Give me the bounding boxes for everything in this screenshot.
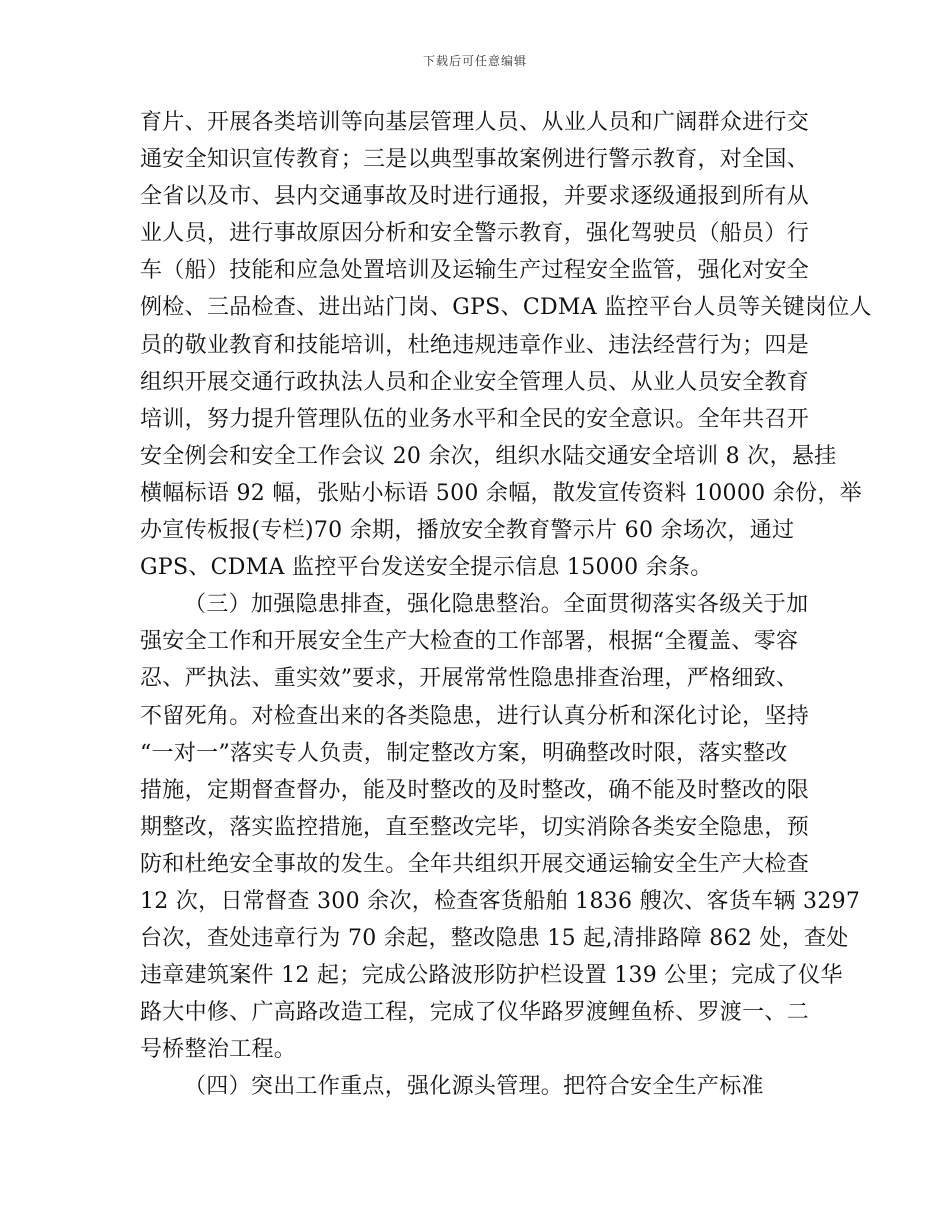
text-line: 安全例会和安全工作会议 20 余次，组织水陆交通安全培训 8 次，悬挂: [140, 443, 837, 469]
text-line: 办宣传板报(专栏)70 余期，播放安全教育警示片 60 余场次，通过: [140, 518, 795, 544]
section-heading-line: （三）加强隐患排查，强化隐患整治。全面贯彻落实各级关于加: [184, 592, 809, 618]
text-line: 路大中修、广高路改造工程，完成了仪华路罗渡鲤鱼桥、罗渡一、二: [140, 1000, 810, 1026]
text-line: 例检、三品检查、进出站门岗、GPS、CDMA 监控平台人员等关键岗位人: [140, 295, 872, 321]
text-line: 员的敬业教育和技能培训，杜绝违规违章作业、违法经营行为；四是: [140, 332, 810, 358]
text-line: 横幅标语 92 幅，张贴小标语 500 余幅，散发宣传资料 10000 余份，举: [140, 480, 862, 506]
document-body: [140, 104, 872, 1106]
text-line: 强安全工作和开展安全生产大检查的工作部署，根据“全覆盖、零容: [140, 629, 799, 655]
text-line: 通安全知识宣传教育；三是以典型事故案例进行警示教育，对全国、: [140, 147, 810, 173]
text-line: 措施，定期督查督办，能及时整改的及时整改，确不能及时整改的限: [140, 777, 810, 803]
section-heading-line: （四）突出工作重点，强化源头管理。把符合安全生产标准: [184, 1074, 764, 1100]
text-line: 号桥整治工程。: [140, 1037, 297, 1063]
text-line: 违章建筑案件 12 起；完成公路波形防护栏设置 139 公里；完成了仪华: [140, 963, 843, 989]
text-line: 组织开展交通行政执法人员和企业安全管理人员、从业人员安全教育: [140, 369, 810, 395]
text-line: 育片、开展各类培训等向基层管理人员、从业人员和广阔群众进行交: [140, 110, 810, 135]
text-line: 台次，查处违章行为 70 余起，整改隐患 15 起,清排路障 862 处，查处: [140, 926, 849, 952]
text-line: “一对一”落实专人负责，制定整改方案，明确整改时限，落实整改: [140, 740, 788, 766]
text-line: 期整改，落实监控措施，直至整改完毕，切实消除各类安全隐患，预: [140, 814, 810, 840]
text-line: 忍、严执法、重实效”要求，开展常常性隐患排查治理，严格细致、: [140, 666, 799, 692]
text-line: 业人员，进行事故原因分析和安全警示教育，强化驾驶员（船员）行: [140, 221, 810, 247]
text-line: 防和杜绝安全事故的发生。全年共组织开展交通运输安全生产大检查: [140, 851, 810, 877]
text-line: 不留死角。对检查出来的各类隐患，进行认真分析和深化讨论，坚持: [140, 703, 810, 729]
text-line: 车（船）技能和应急处置培训及运输生产过程安全监管，强化对安全: [140, 258, 810, 284]
page-header: 下载后可任意编辑: [422, 54, 527, 68]
text-line: GPS、CDMA 监控平台发送安全提示信息 15000 余条。: [140, 555, 713, 581]
text-line: 12 次，日常督查 300 余次，检查客货船舶 1836 艘次、客货车辆 3297: [140, 888, 861, 914]
text-line: 全省以及市、县内交通事故及时进行通报，并要求逐级通报到所有从: [140, 184, 810, 210]
text-line: 培训，努力提升管理队伍的业务水平和全民的安全意识。全年共召开: [140, 406, 810, 432]
